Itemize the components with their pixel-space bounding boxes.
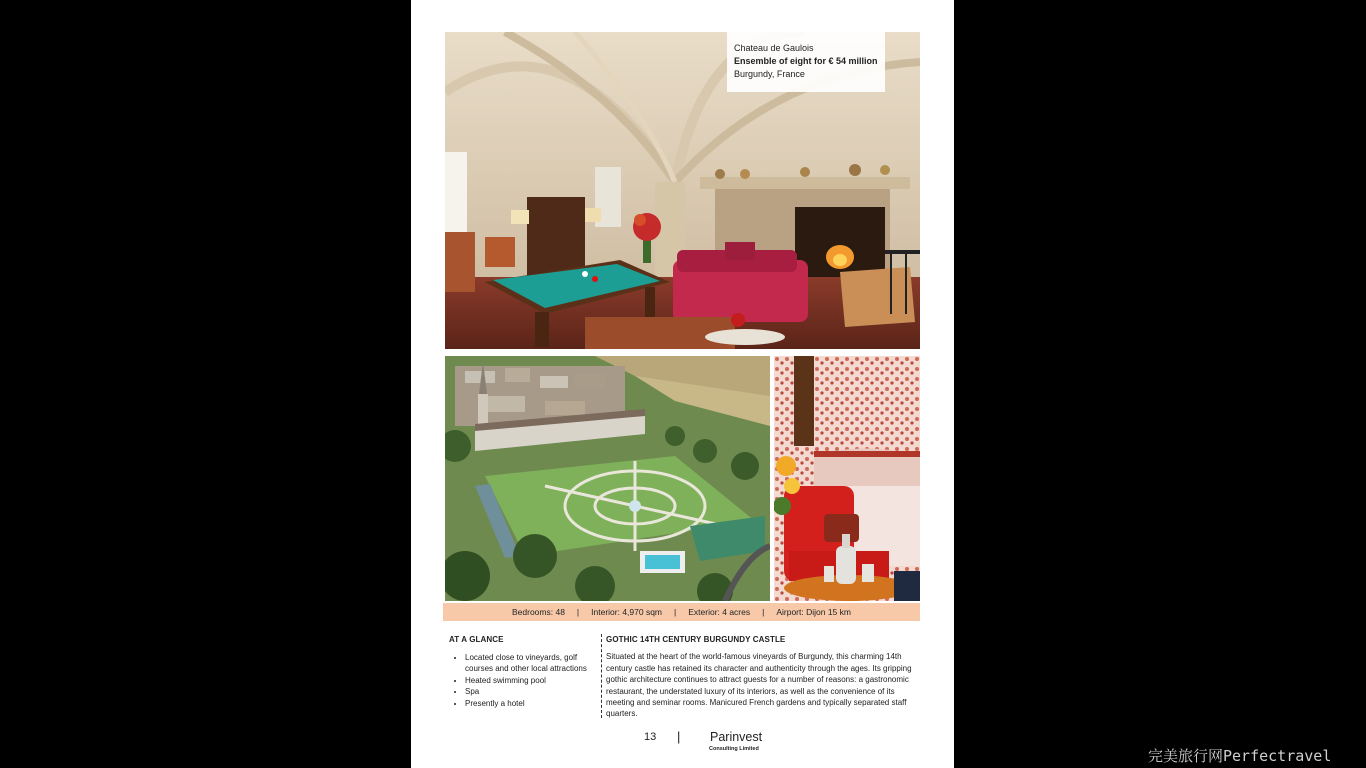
bedroom-photo — [774, 356, 920, 601]
brand-name: Parinvest — [710, 730, 763, 744]
stat-airport: Airport: Dijon 15 km — [776, 607, 851, 617]
listing-name: Chateau de Gaulois — [734, 43, 814, 53]
stat-exterior: Exterior: 4 acres — [688, 607, 751, 617]
castle-title: GOTHIC 14TH CENTURY BURGUNDY CASTLE — [606, 635, 786, 644]
stat-separator: | — [576, 607, 580, 617]
at-a-glance-list — [449, 652, 599, 710]
glance-item: • Presently a hotel — [465, 698, 599, 710]
page-number: 13 — [644, 731, 657, 743]
brochure-page — [411, 0, 954, 768]
stat-bedrooms: Bedrooms: 48 — [512, 607, 565, 617]
listing-caption — [727, 32, 885, 92]
listing-location: Burgundy, France — [734, 69, 805, 79]
at-a-glance-title: AT A GLANCE — [449, 635, 504, 644]
castle-description-section — [606, 634, 924, 720]
footer-separator: | — [677, 729, 681, 744]
stat-separator: | — [674, 607, 677, 617]
stat-interior: Interior: 4,970 sqm — [591, 607, 663, 617]
glance-item: • Located close to vineyards, golf courses and other local attractions — [465, 652, 599, 675]
listing-ensemble: Ensemble of eight for € 54 million — [734, 56, 878, 66]
site-watermark: 完美旅行网Perfectravel — [1148, 747, 1332, 765]
aerial-garden-photo — [445, 356, 770, 601]
column-divider — [601, 634, 602, 718]
stat-separator: | — [762, 607, 765, 617]
property-stats-bar — [443, 603, 920, 621]
brand-subtitle: Consulting Limited — [709, 746, 759, 752]
glance-item: • Spa — [465, 686, 599, 698]
at-a-glance-section — [449, 634, 599, 709]
castle-body: Situated at the heart of the world-famous vineyards of Burgundy, this charming 14th century castle has retained its character and authenticity through the ages. Its gripping gothic architecture continues to attract guests for a number of reasons: a gastronomic restaurant, the understated luxury of its interiors, as well as the convenience of its meeting and seminar rooms. Manicured French gardens and typically separated staff quarters. — [606, 652, 912, 719]
glance-item: • Heated swimming pool — [465, 675, 599, 687]
